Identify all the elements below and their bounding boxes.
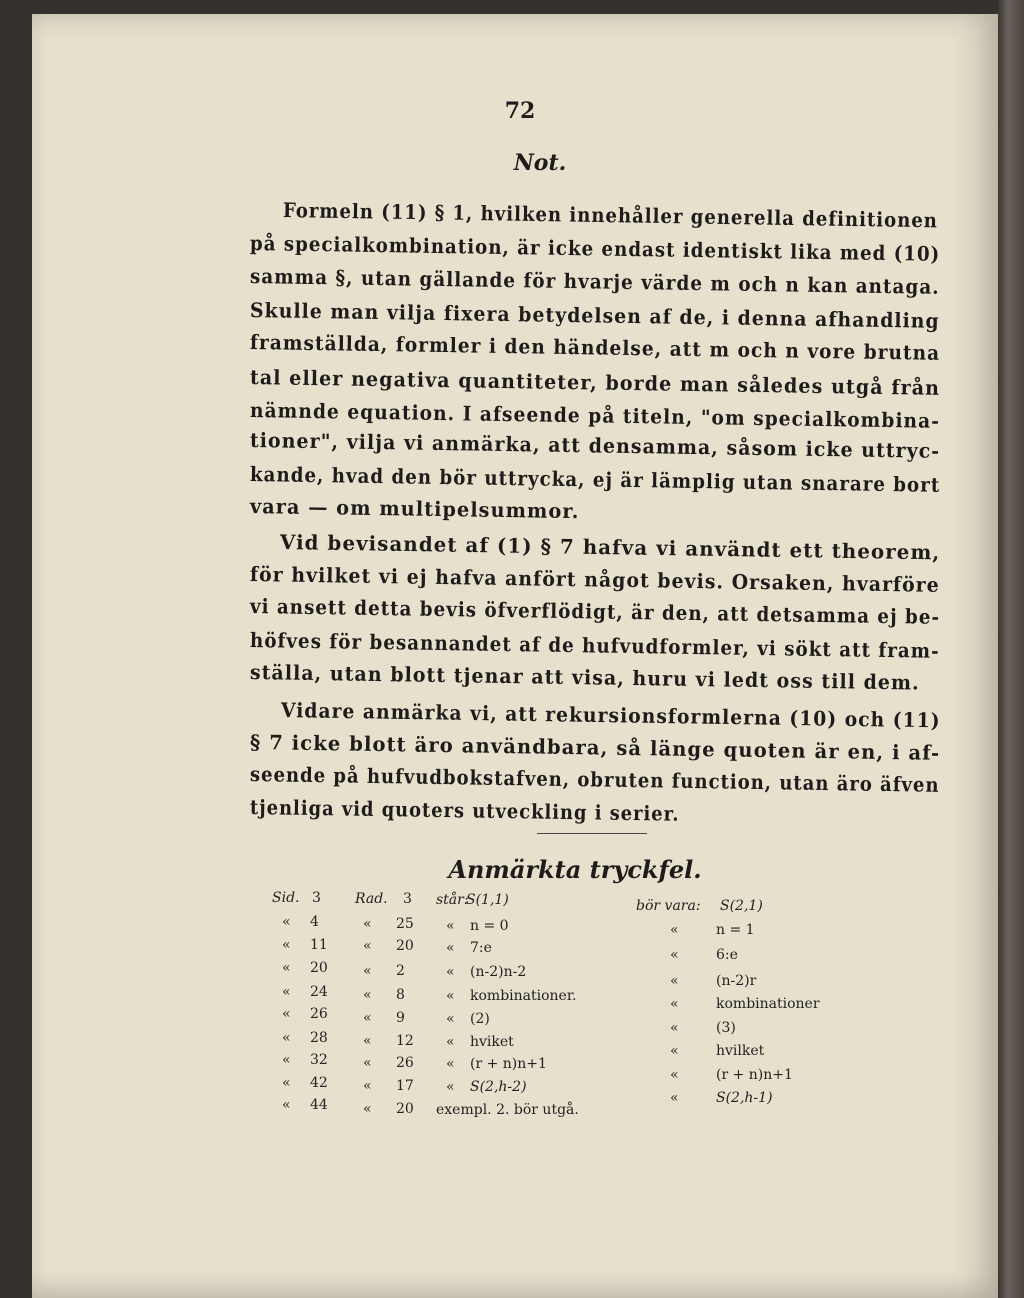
errata-star-cell: (r + n)n+1 bbox=[470, 1056, 547, 1072]
errata-bor-vara-cell: (r + n)n+1 bbox=[716, 1067, 793, 1083]
errata-bor-vara-cell: (3) bbox=[716, 1020, 736, 1036]
errata-ditto-rad-cell: « bbox=[363, 916, 372, 932]
text-line: tal eller negativa quantiteter, borde man således utgå från bbox=[249, 365, 941, 400]
errata-bor-vara-cell: (n-2)r bbox=[716, 973, 757, 989]
errata-ditto-bor-cell: « bbox=[670, 973, 679, 989]
errata-ditto-sid-cell: « bbox=[282, 984, 291, 1000]
errata-rad-cell: 25 bbox=[396, 916, 414, 932]
errata-star-cell: S(2,h-2) bbox=[470, 1079, 527, 1095]
errata-ditto-bor-cell: « bbox=[670, 922, 679, 938]
errata-ditto-rad-cell: « bbox=[363, 1055, 372, 1071]
errata-ditto-bor-cell: « bbox=[670, 996, 679, 1012]
errata-ditto-star-cell: « bbox=[446, 1034, 455, 1050]
errata-rad-cell: 20 bbox=[396, 938, 414, 954]
errata-ditto-rad-cell: « bbox=[363, 1033, 372, 1049]
text-line: Vid bevisandet af (1) § 7 hafva vi användt ett theorem, bbox=[279, 530, 941, 565]
text-line: vi ansett detta bevis öfverflödigt, är den, att detsamma ej be- bbox=[249, 594, 941, 629]
errata-star-cell: exempl. 2. bör utgå. bbox=[436, 1102, 579, 1118]
errata-sid-cell: 11 bbox=[310, 937, 328, 953]
errata-star-cell: 7:e bbox=[470, 940, 492, 956]
errata-sid-cell: 44 bbox=[310, 1097, 328, 1113]
errata-header-star: står: bbox=[436, 892, 469, 908]
text-line: seende på hufvudbokstafven, obruten function, utan äro äfven bbox=[249, 762, 940, 797]
text-line: på specialkombination, är icke endast identiskt lika med (10) bbox=[249, 231, 941, 266]
text-line: tjenliga vid quoters utveckling i serier. bbox=[249, 795, 680, 826]
errata-rad-cell: 12 bbox=[396, 1033, 414, 1049]
text-line: för hvilket vi ej hafva anfört något bevis. Orsaken, hvarföre bbox=[249, 562, 940, 597]
text-line: Formeln (11) § 1, hvilken innehåller generella definitionen bbox=[282, 198, 939, 233]
errata-ditto-sid-cell: « bbox=[282, 1097, 291, 1113]
errata-sid-cell: 24 bbox=[310, 984, 328, 1000]
errata-bor-vara-cell: 6:e bbox=[716, 947, 738, 963]
text-line: samma §, utan gällande för hvarje värde m och n kan antaga. bbox=[249, 264, 940, 299]
errata-rad-cell: 17 bbox=[396, 1078, 414, 1094]
text-line: kande, hvad den bör uttrycka, ej är lämplig utan snarare bort bbox=[249, 462, 941, 497]
errata-ditto-rad-cell: « bbox=[363, 1101, 372, 1117]
text-line: framställda, formler i den händelse, att m och n vore brutna bbox=[249, 330, 941, 365]
errata-ditto-star-cell: « bbox=[446, 964, 455, 980]
text-line: ställa, utan blott tjenar att visa, huru vi ledt oss till dem. bbox=[249, 660, 920, 695]
errata-header-sid: Sid. bbox=[272, 890, 300, 906]
text-line: höfves för besannandet af de hufvudformler, vi sökt att fram- bbox=[249, 628, 940, 663]
errata-header-bor-vara: bör vara: bbox=[636, 898, 701, 914]
note-heading: Not. bbox=[513, 150, 567, 176]
text-line: Vidare anmärka vi, att rekursionsformlerna (10) och (11) bbox=[280, 698, 941, 733]
errata-bor-vara-cell: n = 1 bbox=[716, 922, 755, 938]
errata-ditto-sid-cell: « bbox=[282, 937, 291, 953]
text-line: § 7 icke blott äro användbara, så länge quoten är en, i af- bbox=[249, 730, 941, 765]
errata-rad-cell: 20 bbox=[396, 1101, 414, 1117]
errata-ditto-bor-cell: « bbox=[670, 1043, 679, 1059]
errata-header-rad: Rad. bbox=[355, 891, 388, 907]
errata-sid-cell: 26 bbox=[310, 1006, 328, 1022]
errata-rad-cell: 9 bbox=[396, 1010, 405, 1026]
errata-ditto-star-cell: « bbox=[446, 988, 455, 1004]
errata-star-cell: S(1,1) bbox=[466, 892, 509, 908]
errata-ditto-sid-cell: « bbox=[282, 960, 291, 976]
errata-ditto-bor-cell: « bbox=[670, 1020, 679, 1036]
errata-sid-cell: 4 bbox=[310, 914, 319, 930]
errata-ditto-sid-cell: « bbox=[282, 1006, 291, 1022]
errata-ditto-rad-cell: « bbox=[363, 987, 372, 1003]
errata-ditto-sid-cell: « bbox=[282, 914, 291, 930]
errata-ditto-star-cell: « bbox=[446, 918, 455, 934]
errata-ditto-rad-cell: « bbox=[363, 963, 372, 979]
errata-rad-cell: 2 bbox=[396, 963, 405, 979]
errata-star-cell: (2) bbox=[470, 1011, 490, 1027]
errata-ditto-star-cell: « bbox=[446, 1011, 455, 1027]
errata-bor-vara-cell: S(2,1) bbox=[720, 898, 763, 914]
errata-sid-cell: 28 bbox=[310, 1030, 328, 1046]
errata-ditto-star-cell: « bbox=[446, 1056, 455, 1072]
errata-star-cell: (n-2)n-2 bbox=[470, 964, 527, 980]
errata-ditto-bor-cell: « bbox=[670, 947, 679, 963]
errata-ditto-bor-cell: « bbox=[670, 1090, 679, 1106]
errata-ditto-sid-cell: « bbox=[282, 1075, 291, 1091]
errata-bor-vara-cell: kombinationer bbox=[716, 996, 820, 1012]
text-line: vara — om multipelsummor. bbox=[249, 494, 580, 524]
errata-ditto-rad-cell: « bbox=[363, 938, 372, 954]
errata-ditto-star-cell: « bbox=[446, 1079, 455, 1095]
errata-sid-cell: 20 bbox=[310, 960, 328, 976]
errata-ditto-star-cell: « bbox=[446, 940, 455, 956]
errata-sid-cell: 3 bbox=[312, 890, 321, 906]
errata-sid-cell: 42 bbox=[310, 1075, 328, 1091]
errata-ditto-sid-cell: « bbox=[282, 1030, 291, 1046]
errata-bor-vara-cell: hvilket bbox=[716, 1043, 765, 1059]
errata-star-cell: hviket bbox=[470, 1034, 514, 1050]
errata-ditto-rad-cell: « bbox=[363, 1078, 372, 1094]
text-line: Skulle man vilja fixera betydelsen af de, i denna afhandling bbox=[249, 298, 940, 333]
errata-sid-cell: 32 bbox=[310, 1052, 328, 1068]
errata-star-cell: n = 0 bbox=[470, 918, 509, 934]
errata-ditto-rad-cell: « bbox=[363, 1010, 372, 1026]
errata-rad-cell: 3 bbox=[403, 891, 412, 907]
errata-bor-vara-cell: S(2,h-1) bbox=[716, 1090, 773, 1106]
errata-star-cell: kombinationer. bbox=[470, 988, 577, 1004]
text-line: nämnde equation. I afseende på titeln, "om specialkombina- bbox=[249, 398, 941, 433]
page-number: 72 bbox=[504, 98, 536, 124]
errata-heading: Anmärkta tryckfel. bbox=[448, 855, 702, 884]
page-edge bbox=[998, 0, 1024, 1298]
errata-rad-cell: 26 bbox=[396, 1055, 414, 1071]
errata-rad-cell: 8 bbox=[396, 987, 405, 1003]
section-divider bbox=[537, 833, 647, 834]
errata-ditto-bor-cell: « bbox=[670, 1067, 679, 1083]
errata-ditto-sid-cell: « bbox=[282, 1052, 291, 1068]
text-line: tioner", vilja vi anmärka, att densamma, såsom icke uttryc- bbox=[249, 428, 941, 463]
